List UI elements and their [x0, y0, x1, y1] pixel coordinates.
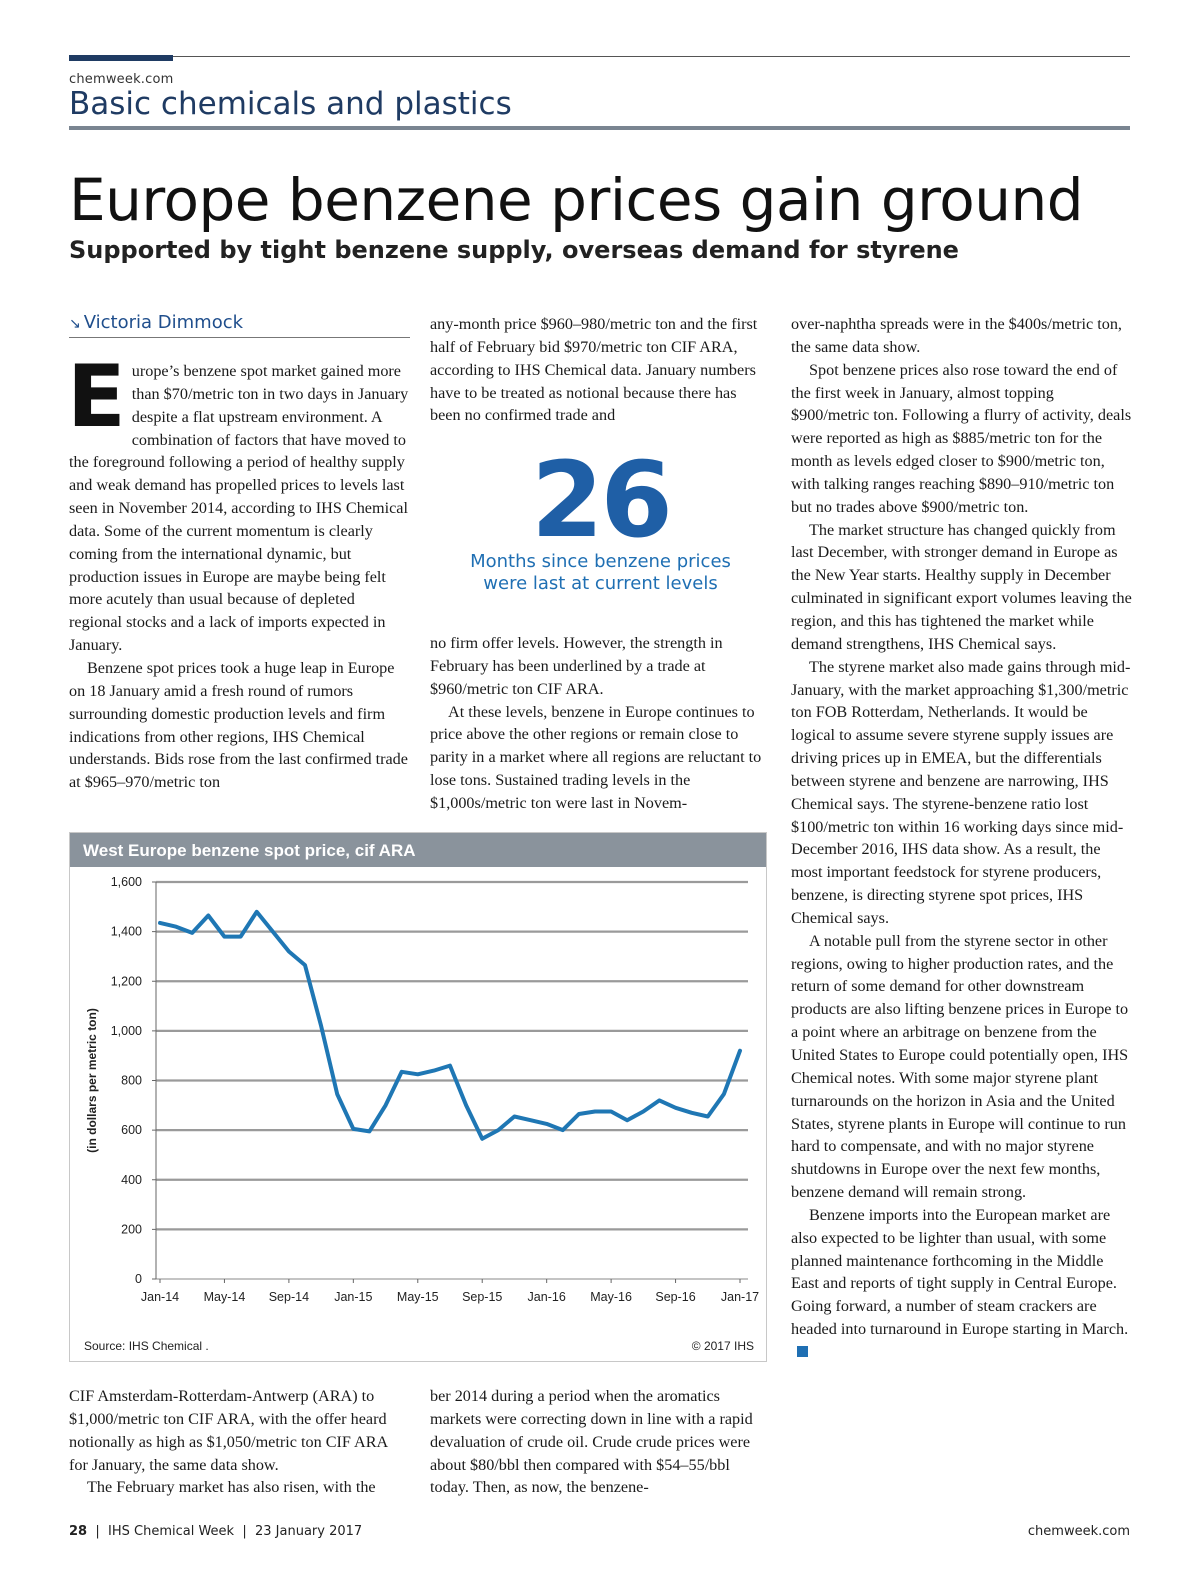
author-name: Victoria Dimmock — [83, 312, 244, 333]
column-3 — [791, 313, 1132, 1364]
byline-arrow-icon: ↘ — [69, 316, 81, 332]
chart-copyright: © 2017 IHS — [691, 1339, 754, 1353]
callout-number: 26 — [531, 439, 670, 561]
x-tick-label: Jan-14 — [140, 1290, 180, 1304]
footer-site: chemweek.com — [1027, 1524, 1130, 1539]
top-rule — [69, 56, 1130, 57]
drop-cap: E — [67, 347, 126, 447]
column-2-mid — [430, 632, 771, 815]
x-tick-label: May-15 — [396, 1290, 439, 1304]
footer-separator: | — [238, 1524, 255, 1539]
y-tick-label: 600 — [121, 1123, 142, 1138]
paragraph: Benzene spot prices took a huge leap in Europe on 18 January amid a fresh round of rumors surrounding domestic production levels and firm indications from other regions, IHS Chemical understands. Bids rose from the last confirmed trade at $965–970/metric ton — [69, 658, 408, 792]
x-tick-label: Jan-16 — [527, 1290, 566, 1304]
paragraph: The market structure has changed quickly from last December, with stronger demand in Europe as the New Year starts. Healthy supply in December culminated in significant export volumes leaving the region, and this has tightened the market while demand strengthens, IHS Chemical says. — [791, 520, 1132, 653]
footer-left — [69, 1524, 362, 1539]
x-tick-label: May-14 — [203, 1290, 246, 1304]
chart-title: West Europe benzene spot price, cif ARA — [70, 833, 766, 867]
top-accent-bar — [69, 55, 173, 61]
publication-name: IHS Chemical Week — [108, 1524, 235, 1539]
section-title: Basic chemicals and plastics — [69, 86, 512, 122]
byline — [69, 312, 410, 338]
y-tick-label: 1,600 — [110, 875, 142, 889]
section-rule — [69, 126, 1130, 130]
paragraph: any-month price $960–980/metric ton and the first half of February bid $970/metric ton CIF ARA, according to IHS Chemical data. January numbers have to be treated as notional because there has been no confirmed trade and — [430, 315, 758, 425]
y-tick-label: 1,400 — [110, 924, 142, 939]
column-2-top — [430, 313, 771, 427]
y-tick-label: 1,200 — [110, 974, 142, 989]
paragraph: At these levels, benzene in Europe continues to price above the other regions or remain close to parity in a market where all regions are reluctant to lose tons. Sustained trading levels in the $1,000s/metric ton were last in Novem- — [430, 702, 762, 812]
x-tick-label: Sep-16 — [655, 1290, 696, 1304]
footer-separator: | — [91, 1524, 109, 1539]
subheadline: Supported by tight benzene supply, overseas demand for styrene — [69, 236, 959, 264]
paragraph: CIF Amsterdam-Rotterdam-Antwerp (ARA) to $1,000/metric ton CIF ARA, with the offer heard notionally as high as $1,050/metric ton CIF ARA for January, the same data show. — [69, 1387, 388, 1474]
column-1-bottom — [69, 1385, 410, 1499]
site-name-small: chemweek.com — [69, 72, 174, 87]
paragraph: The styrene market also made gains through mid-January, with the market approaching $1,300/metric ton FOB Rotterdam, Netherlands. It would be logical to assume severe styrene supply issues are driving prices up in EMEA, but the differentials between styrene and benzene are narrowing, IHS Chemical says. The styrene-benzene ratio lost $100/metric ton within 16 working days since mid-December 2016, IHS data show. As a result, the most important feedstock for styrene producers, benzene, is directing styrene spot prices, IHS Chemical says. — [791, 657, 1131, 927]
series-line — [160, 912, 740, 1139]
y-axis-label: (in dollars per metric ton) — [85, 1008, 99, 1153]
headline: Europe benzene prices gain ground — [69, 166, 1084, 234]
y-tick-label: 1,000 — [110, 1023, 142, 1038]
paragraph: no firm offer levels. However, the strength in February has been underlined by a trade at $960/metric ton CIF ARA. — [430, 634, 723, 698]
callout-stat — [430, 439, 771, 595]
y-tick-label: 800 — [121, 1073, 142, 1088]
y-tick-label: 0 — [135, 1272, 142, 1286]
x-tick-label: Sep-15 — [462, 1290, 503, 1304]
y-tick-label: 400 — [121, 1172, 142, 1187]
y-tick-label: 200 — [121, 1222, 142, 1237]
chart-plot-area — [70, 833, 768, 1363]
paragraph-final: Benzene imports into the European market are also expected to be lighter than usual, with some planned maintenance forthcoming in the Middle East and reports of tight supply in Central Europe. Going forward, a number of steam crackers are headed into turnaround in Europe starting in March. — [791, 1204, 1132, 1364]
x-tick-label: May-16 — [590, 1290, 632, 1304]
column-2-bottom — [430, 1385, 771, 1499]
x-tick-label: Jan-15 — [334, 1290, 373, 1304]
x-tick-label: Sep-14 — [268, 1290, 310, 1304]
paragraph-intro: Europe’s benzene spot market gained more than $70/metric ton in two days in January despite a flat upstream environment. A combination of factors that have moved to the foreground following a period of healthy supply and weak demand has propelled prices to levels last seen in November 2014, according to IHS Chemical data. Some of the current momentum is clearly coming from the international dynamic, but production issues in Europe are maybe being felt more acutely than usual because of depleted regional stocks and a lack of imports expected in January. — [67, 347, 409, 655]
price-chart — [69, 832, 767, 1362]
end-mark-icon — [797, 1346, 808, 1357]
page-number: 28 — [69, 1524, 88, 1539]
paragraph: ber 2014 during a period when the aromatics markets were correcting down in line with a rapid devaluation of crude oil. Crude crude prices were about $80/bbl then compared with $54–55/bbl today. Then, as now, the benzene- — [430, 1387, 753, 1497]
issue-date: 23 January 2017 — [255, 1524, 363, 1539]
chart-source: Source: IHS Chemical . — [84, 1339, 209, 1353]
paragraph: The February market has also risen, with the — [87, 1478, 376, 1497]
paragraph: Spot benzene prices also rose toward the end of the first week in January, almost topping $900/metric ton. Following a flurry of activity, deals were reported as high as $885/metric ton for the month as levels edged closer to $900/metric ton, with talking ranges reaching $890–910/metric ton but no trades above $900/metric ton. — [791, 360, 1132, 516]
column-1-top — [67, 347, 410, 794]
x-tick-label: Jan-17 — [720, 1290, 760, 1304]
paragraph: over-naphtha spreads were in the $400s/metric ton, the same data show. — [791, 315, 1122, 356]
callout-caption-line-2: were last at current levels — [483, 573, 718, 594]
callout-caption-line-1: Months since benzene prices — [470, 551, 731, 572]
paragraph: A notable pull from the styrene sector in other regions, owing to higher production rates, and the return of some demand for other downstream products are also lifting benzene prices in Europe to a point where an arbitrage on benzene from the United States to Europe could potentially open, IHS Chemical notes. With some major styrene plant turnarounds on the horizon in Asia and the United States, styrene plants in Europe will continue to run hard to compensate, and with no major styrene shutdowns in Europe over the next few months, benzene demand will remain strong. — [791, 931, 1129, 1202]
